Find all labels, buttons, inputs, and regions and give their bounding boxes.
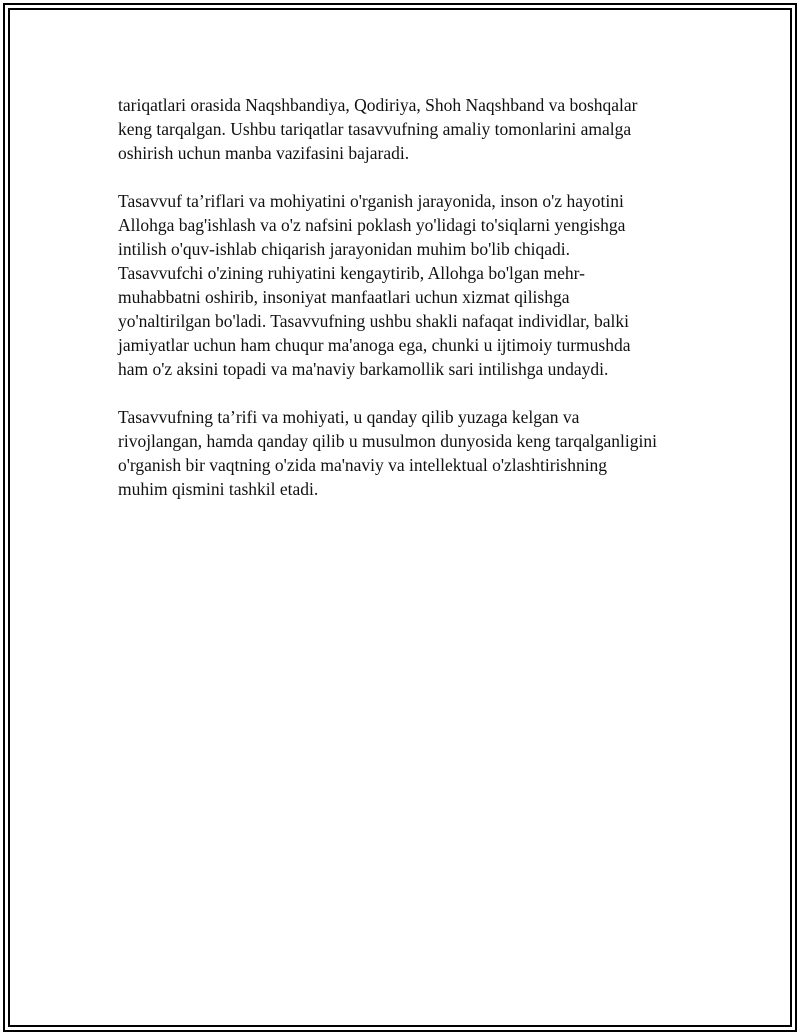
text-line: keng tarqalgan. Ushbu tariqatlar tasavvufning amaliy tomonlarini amalga — [118, 119, 632, 139]
body-text — [118, 93, 703, 525]
text-line: rivojlangan, hamda qanday qilib u musulmon dunyosida keng tarqalganligini — [118, 431, 657, 451]
text-line: yo'naltirilgan bo'ladi. Tasavvufning ushbu shakli nafaqat individlar, balki — [118, 311, 629, 331]
text-line: oshirish uchun manba vazifasini bajaradi. — [118, 143, 410, 163]
text-line: Tasavvufchi o'zining ruhiyatini kengaytirib, Allohga bo'lgan mehr- — [118, 263, 585, 283]
paragraph-3 — [118, 405, 703, 501]
paragraph-1 — [118, 93, 703, 165]
text-line: Tasavvuf ta’riflari va mohiyatini o'rganish jarayonida, inson o'z hayotini — [118, 191, 624, 211]
text-line: jamiyatlar uchun ham chuqur ma'anoga ega, chunki u ijtimoiy turmushda — [118, 335, 631, 355]
text-line: Tasavvufning ta’rifi va mohiyati, u qanday qilib yuzaga kelgan va — [118, 407, 580, 427]
text-line: o'rganish bir vaqtning o'zida ma'naviy va intellektual o'zlashtirishning — [118, 455, 608, 475]
text-line: intilish o'quv-ishlab chiqarish jarayonidan muhim bo'lib chiqadi. — [118, 239, 571, 259]
text-line: Allohga bag'ishlash va o'z nafsini poklash yo'lidagi to'siqlarni yengishga — [118, 215, 626, 235]
paragraph-2 — [118, 189, 703, 381]
text-line: muhim qismini tashkil etadi. — [118, 479, 319, 499]
text-line: ham o'z aksini topadi va ma'naviy barkamollik sari intilishga undaydi. — [118, 359, 609, 379]
text-line: tariqatlari orasida Naqshbandiya, Qodiriya, Shoh Naqshband va boshqalar — [118, 95, 638, 115]
text-line: muhabbatni oshirib, insoniyat manfaatlari uchun xizmat qilishga — [118, 287, 570, 307]
